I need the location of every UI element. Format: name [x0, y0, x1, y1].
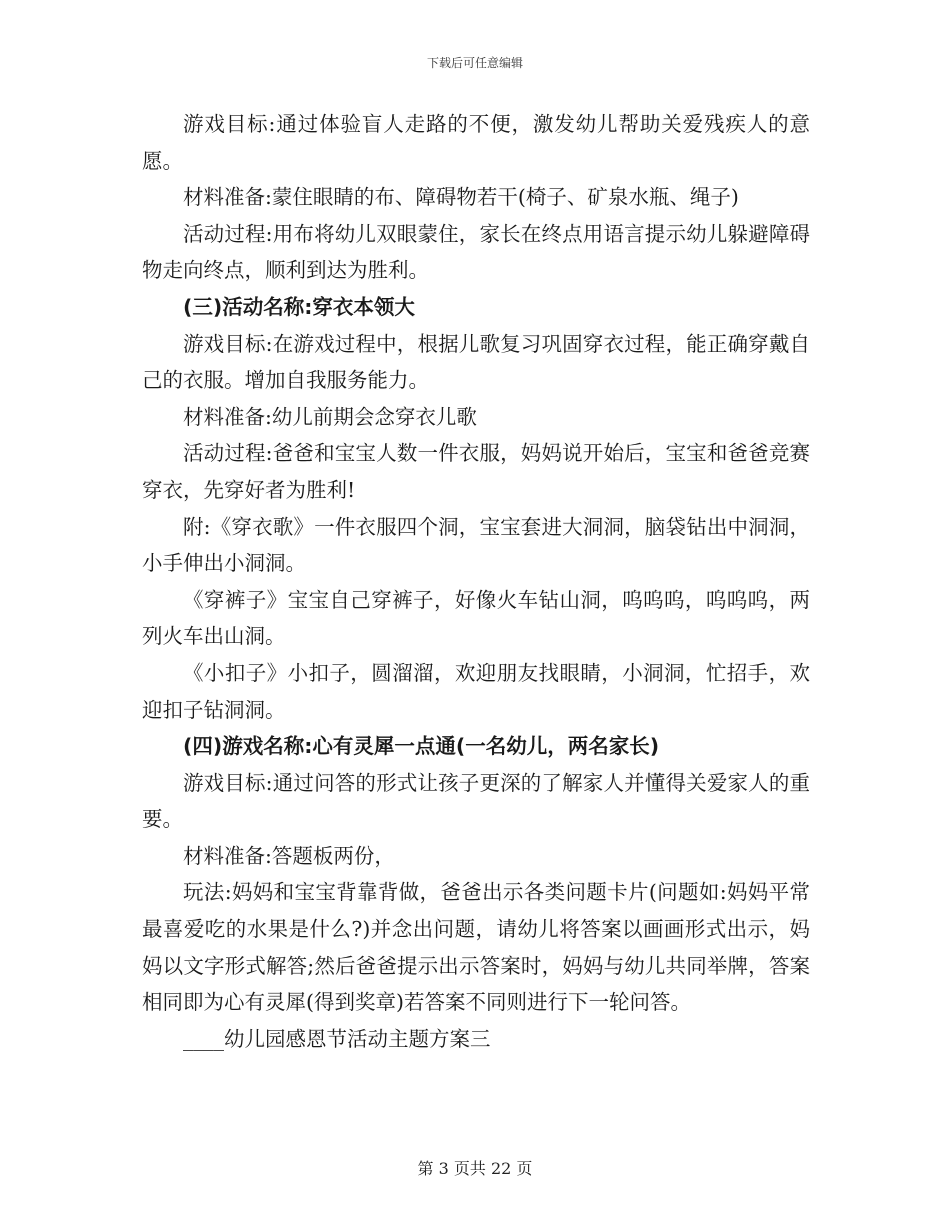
page-header: 下载后可任意编辑	[426, 56, 523, 70]
paragraph-rules-4: 玩法:妈妈和宝宝背靠背做，爸爸出示各类问题卡片(问题如:妈妈平常最喜爱吃的水果是什么?)并念出问题，请幼儿将答案以画画形式出示，妈妈以文字形式解答;然后爸爸提示出示答案时，妈妈与幼儿共同举牌，答案相同即为心有灵犀(得到奖章)若答案不同则进行下一轮问答。	[142, 880, 810, 1015]
paragraph-materials-1: 材料准备:蒙住眼睛的布、障碍物若干(椅子、矿泉水瓶、绳子)	[183, 185, 739, 210]
paragraph-plan-title: ____幼儿园感恩节活动主题方案三	[183, 1026, 491, 1051]
section-heading-3: (三)活动名称:穿衣本领大	[183, 294, 415, 319]
paragraph-song-3: 《小扣子》小扣子，圆溜溜，欢迎朋友找眼睛，小洞洞，忙招手，欢迎扣子钻洞洞。	[142, 660, 810, 722]
document-body	[142, 106, 810, 1057]
paragraph-song-2: 《穿裤子》宝宝自己穿裤子，好像火车钻山洞，呜呜呜，呜呜呜，两列火车出山洞。	[142, 587, 810, 649]
page-footer: 第 3 页共 22 页	[417, 1159, 533, 1178]
paragraph-process-3: 活动过程:爸爸和宝宝人数一件衣服，妈妈说开始后，宝宝和爸爸竞赛穿衣，先穿好者为胜利!	[142, 441, 810, 502]
paragraph-goal-3: 游戏目标:在游戏过程中，根据儿歌复习巩固穿衣过程，能正确穿戴自己的衣服。增加自我服务能力。	[142, 331, 810, 393]
paragraph-materials-3: 材料准备:幼儿前期会念穿衣儿歌	[183, 404, 477, 429]
paragraph-materials-4: 材料准备:答题板两份，	[183, 843, 395, 868]
paragraph-goal-4: 游戏目标:通过问答的形式让孩子更深的了解家人并懂得关爱家人的重要。	[142, 770, 810, 832]
paragraph-goal-1: 游戏目标:通过体验盲人走路的不便，激发幼儿帮助关爱残疾人的意愿。	[142, 112, 810, 173]
section-heading-4: (四)游戏名称:心有灵犀一点通(一名幼儿，两名家长)	[183, 734, 660, 759]
paragraph-song-1: 附:《穿衣歌》一件衣服四个洞，宝宝套进大洞洞，脑袋钻出中洞洞，小手伸出小洞洞。	[142, 514, 810, 576]
paragraph-process-1: 活动过程:用布将幼儿双眼蒙住，家长在终点用语言提示幼儿躲避障碍物走向终点，顺利到达为胜利。	[142, 221, 810, 283]
